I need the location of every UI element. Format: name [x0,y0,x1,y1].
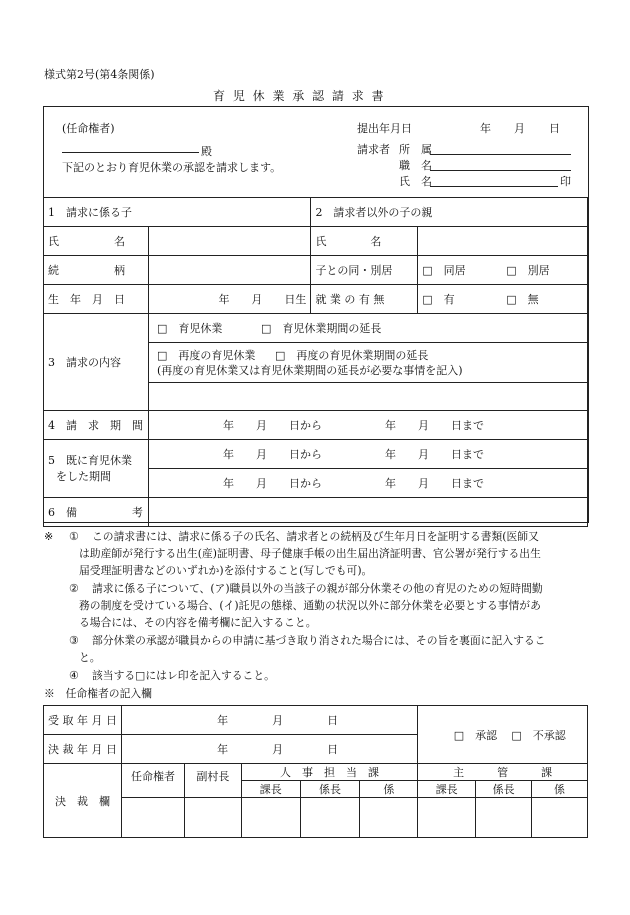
mgr-subchief-stamp-cell[interactable] [476,798,532,838]
request-reason-field[interactable] [148,383,587,411]
employed-no-checkbox[interactable]: □ 無 [506,293,539,306]
cohabit-checkbox[interactable]: □ 同居 [422,264,466,277]
request-table [43,197,588,527]
hr-chief-header: 課長 [241,781,300,798]
relation-field[interactable] [148,256,310,285]
requester-label: 請求者 [357,143,390,156]
position-label: 職 名 [399,159,432,172]
submit-date-label: 提出年月日 [357,122,412,135]
mgr-chief-stamp-cell[interactable] [418,798,476,838]
request-statement: 下記のとおり育児休業の承認を請求します。 [62,161,282,174]
position-field[interactable] [430,170,571,171]
section1-heading: 1 請求に係る子 [44,198,311,227]
decided-date-field[interactable]: 年 月 日 [122,735,418,764]
previous-leave-period-1[interactable] [148,440,587,469]
approval-options [418,706,588,764]
hr-chief-stamp-cell[interactable] [241,798,300,838]
note2-line1: 請求に係る子について、(ア)職員以外の当該子の親が部分休業その他の育児のための短時間勤 [92,582,543,595]
note2-line3: る場合には、その内容を備考欄に記入すること。 [79,616,317,629]
managing-section-header: 主 管 課 [418,764,588,781]
child-name-label: 氏 名 [44,227,149,256]
hr-staff-header: 係 [360,781,418,798]
decision-label: 決 裁 欄 [44,764,122,838]
note2-line2: 務の制度を受けている場合、(イ)託児の態様、通勤の状況以外に部分休業を必要とする事情があ [79,599,541,612]
note1-line2: は助産師が発行する出生(産)証明書、母子健康手帳の出生届出済証明書、官公署が発行する出生 [79,547,541,560]
notes-mark: ※ [44,530,54,543]
appointer-stamp-header: 任命権者 [122,764,185,798]
previous-leave-to-1: 年 月 日まで [384,448,484,461]
decided-date-label: 決 裁 年 月 日 [44,735,122,764]
reject-checkbox[interactable]: □ 不承認 [511,728,566,742]
request-period-from: 年 月 日から [222,419,322,432]
appointer-stamp-cell[interactable] [122,798,185,838]
previous-leave-to-2: 年 月 日まで [384,477,484,490]
hr-subchief-stamp-cell[interactable] [300,798,360,838]
cohabit-options [418,256,588,285]
mgr-staff-stamp-cell[interactable] [532,798,588,838]
note4-line1: 該当する□にはレ印を記入すること。 [92,669,275,682]
deputy-mayor-stamp-cell[interactable] [184,798,241,838]
previous-leave-label-line2: をした期間 [56,469,111,483]
request-options-row1 [148,314,587,343]
request-period-field[interactable] [148,411,587,440]
request-options-row2 [148,343,587,383]
hr-section-header: 人 事 担 当 課 [241,764,417,781]
affiliation-label: 所 属 [399,143,432,156]
request-content-label: 3 請求の内容 [44,314,149,411]
hr-staff-stamp-cell[interactable] [360,798,418,838]
previous-leave-from-1: 年 月 日から [222,448,322,461]
parent-name-label: 氏 名 [311,227,418,256]
reextend-checkbox[interactable]: □ 再度の育児休業期間の延長 [274,348,429,362]
employment-options [418,285,588,314]
form-title: 育 児 休 業 承 認 請 求 書 [213,89,386,103]
relation-label: 続 柄 [44,256,149,285]
received-date-field[interactable]: 年 月 日 [122,706,418,735]
employed-yes-checkbox[interactable]: □ 有 [422,293,455,306]
request-period-label: 4 請 求 期 間 [44,411,149,440]
received-date-label: 受 取 年 月 日 [44,706,122,735]
note3-line1: 部分休業の承認が職員からの申請に基づき取り消された場合には、その旨を裏面に記入するこ [92,634,546,647]
dono-label: 殿 [201,145,212,158]
addressee-line[interactable] [62,152,199,153]
affiliation-field[interactable] [430,154,571,155]
extend-checkbox[interactable]: □ 育児休業期間の延長 [260,322,382,335]
mgr-staff-header: 係 [532,781,588,798]
releave-checkbox[interactable]: □ 再度の育児休業 [156,348,256,362]
appointer-label: (任命権者) [62,122,115,135]
note3-line2: と。 [79,651,101,664]
submit-year: 年 [480,122,491,135]
cohabit-label: 子との同・別居 [311,256,418,285]
submit-day: 日 [549,122,560,135]
birth-date-label: 生 年 月 日 [44,285,149,314]
form-id: 様式第2号(第4条関係) [44,68,155,81]
separate-checkbox[interactable]: □ 別居 [506,264,550,277]
deputy-mayor-stamp-header: 副村長 [184,764,241,798]
request-reason-note: (再度の育児休業又は育児休業期間の延長が必要な事情を記入) [156,363,463,377]
previous-leave-period-2[interactable] [148,469,587,498]
note1-line1: この請求書には、請求に係る子の氏名、請求者との続柄及び生年月日を証明する書類(医師又 [92,530,539,543]
mgr-chief-header: 課長 [418,781,476,798]
name-label: 氏 名 [399,175,432,188]
note3-num: ③ [69,634,79,647]
mgr-subchief-header: 係長 [476,781,532,798]
note2-num: ② [69,582,79,595]
note4-num: ④ [69,669,79,682]
previous-leave-from-2: 年 月 日から [222,477,322,490]
submit-month: 月 [514,122,525,135]
note1-line3: 届受理証明書などのいずれか)を添付すること(写しでも可)。 [79,564,373,577]
section2-heading: 2 請求者以外の子の親 [311,198,588,227]
remarks-label: 6 備 考 [44,498,149,527]
parent-name-field[interactable] [418,227,588,256]
employment-label: 就 業 の 有 無 [311,285,418,314]
birth-date-field[interactable]: 年 月 日生 [148,285,310,314]
requester-name-field[interactable] [430,186,558,187]
approval-table [43,705,588,838]
remarks-field[interactable] [148,498,587,527]
request-period-to: 年 月 日まで [384,419,484,432]
previous-leave-label [44,440,149,498]
note1-num: ① [69,530,79,543]
appointer-section-heading: ※ 任命権者の記入欄 [44,687,152,700]
child-name-field[interactable] [148,227,310,256]
previous-leave-label-line1: 5 既に育児休業 [48,453,132,467]
leave-checkbox[interactable]: □ 育児休業 [156,322,223,335]
approve-checkbox[interactable]: □ 承認 [453,728,498,742]
hr-subchief-header: 係長 [300,781,360,798]
seal-mark: 印 [560,175,571,188]
